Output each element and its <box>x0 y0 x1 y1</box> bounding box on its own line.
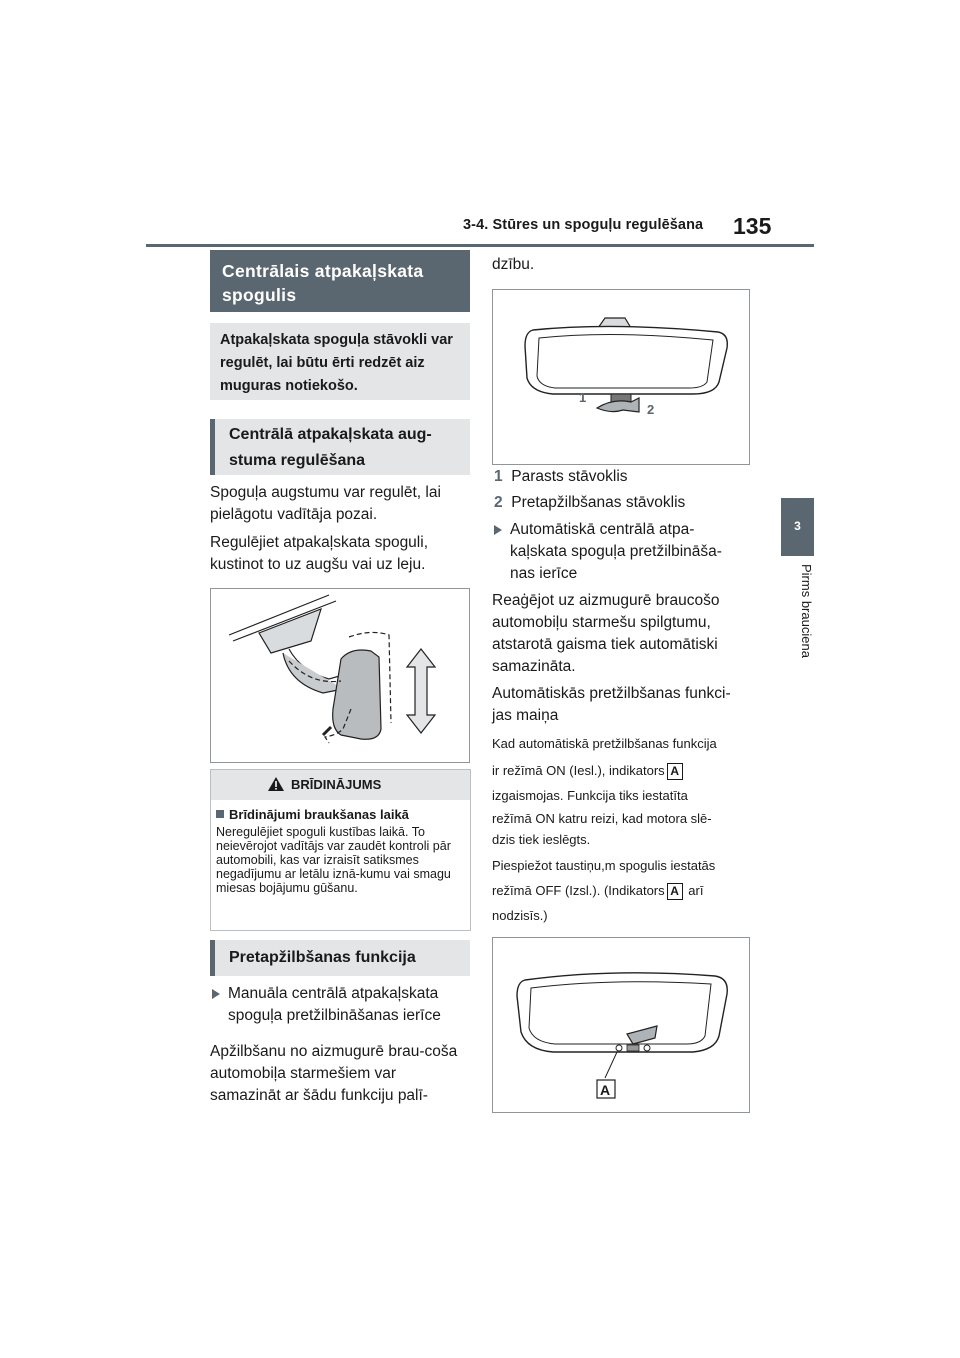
paragraph-switch: Automātiskās pretžilbšanas funkci-jas maiņa <box>492 685 731 724</box>
list-item <box>494 466 628 488</box>
list-number: 1 <box>494 468 503 485</box>
header-rule <box>146 244 814 247</box>
warning-subtitle <box>216 807 409 822</box>
figure-manual-mirror <box>492 289 750 465</box>
warning-title: BRĪDINĀJUMS <box>291 777 382 792</box>
bullet-auto <box>494 519 744 585</box>
square-bullet-icon <box>216 810 224 818</box>
arrow-bullet-icon <box>494 525 502 535</box>
list-number: 2 <box>494 494 503 511</box>
main-heading: Centrālais atpakaļskata spogulis <box>210 250 470 312</box>
paragraph-manual: Apžilbšanu no aizmugurē brau-coša automobiļa starmešiem var samazināt ar šādu funkciju palī- <box>210 1043 458 1104</box>
paragraph-continuation: dzību. <box>492 256 535 273</box>
note-text: režīmā OFF (Izsl.). (Indikators <box>492 883 665 898</box>
indicator-label: A <box>667 883 683 900</box>
chapter-label: Pirms brauciena <box>799 564 814 658</box>
note-text: ir režīmā ON (Iesl.), indikators <box>492 763 665 778</box>
warning-body: Neregulējiet spoguli kustības laikā. To neievērojot vadītājs var zaudēt kontroli pār automobili, kas var izraisīt satiksmes negadījumu ar letālu iznā-kumu vai smagu miesas bojājumu gūšanu. <box>216 825 451 895</box>
fig-label-2: 2 <box>647 402 655 417</box>
note-line: izgaismojas. Funkcija tiks iestatīta <box>492 788 688 803</box>
note-line: nodzisīs.) <box>492 908 548 923</box>
chapter-tab: 3 <box>781 498 814 556</box>
note-line: Piespiežot taustiņu,m spogulis iestatās <box>492 858 716 873</box>
list-text: Pretapžilbšanas stāvoklis <box>511 494 686 511</box>
figure-auto-mirror <box>492 937 750 1113</box>
list-text: Parasts stāvoklis <box>511 468 628 485</box>
warning-icon <box>267 776 285 792</box>
note-line: dzis tiek ieslēgts. <box>492 832 591 847</box>
warning-header <box>211 770 470 800</box>
subheading-antiglare: Pretapžilbšanas funkcija <box>210 940 470 976</box>
note-text: arī <box>688 883 704 898</box>
auto-mirror-illustration <box>493 938 749 1112</box>
list-item <box>494 492 685 514</box>
mirror-tilt-illustration <box>211 589 469 762</box>
bullet-auto-text: Automātiskā centrālā atpa-kaļskata spoguļa pretžilbināša-nas ierīce <box>510 521 722 582</box>
note-line: Kad automātiskā pretžilbšanas funkcija <box>492 736 717 751</box>
figure-mirror-tilt <box>210 588 470 763</box>
arrow-bullet-icon <box>212 989 220 999</box>
note-line <box>492 760 685 782</box>
fig-label-a: A <box>600 1082 611 1098</box>
bullet-manual-text: Manuāla centrālā atpakaļskata spoguļa pretžilbināšanas ierīce <box>228 985 441 1024</box>
warning-subtitle-text: Brīdinājumi braukšanas laikā <box>229 807 409 822</box>
paragraph-auto: Reaģējot uz aizmugurē braucošo automobiļu starmešu spilgtumu, atstarotā gaisma tiek automātiski samazināta. <box>492 592 720 675</box>
intro-box: Atpakaļskata spoguļa stāvokli var regulēt, lai būtu ērti redzēt aiz muguras notiekošo. <box>210 323 470 400</box>
page-number: 135 <box>733 213 772 239</box>
warning-box <box>210 769 471 931</box>
section-title: 3-4. Stūres un spoguļu regulēšana <box>463 217 704 233</box>
note-line <box>492 880 703 902</box>
paragraph-adjust: Regulējiet atpakaļskata spoguli, kustinot to uz augšu vai uz leju. <box>210 534 428 573</box>
bullet-manual <box>212 983 470 1027</box>
note-line: režīmā ON katru reizi, kad motora slē- <box>492 811 712 826</box>
subheading-height-adjust: Centrālā atpakaļskata aug-stuma regulēšana <box>210 419 470 475</box>
indicator-label: A <box>667 763 683 780</box>
manual-mirror-illustration <box>493 290 749 464</box>
paragraph-height: Spoguļa augstumu var regulēt, lai pielāgotu vadītāja pozai. <box>210 484 441 523</box>
fig-label-1: 1 <box>579 390 587 405</box>
